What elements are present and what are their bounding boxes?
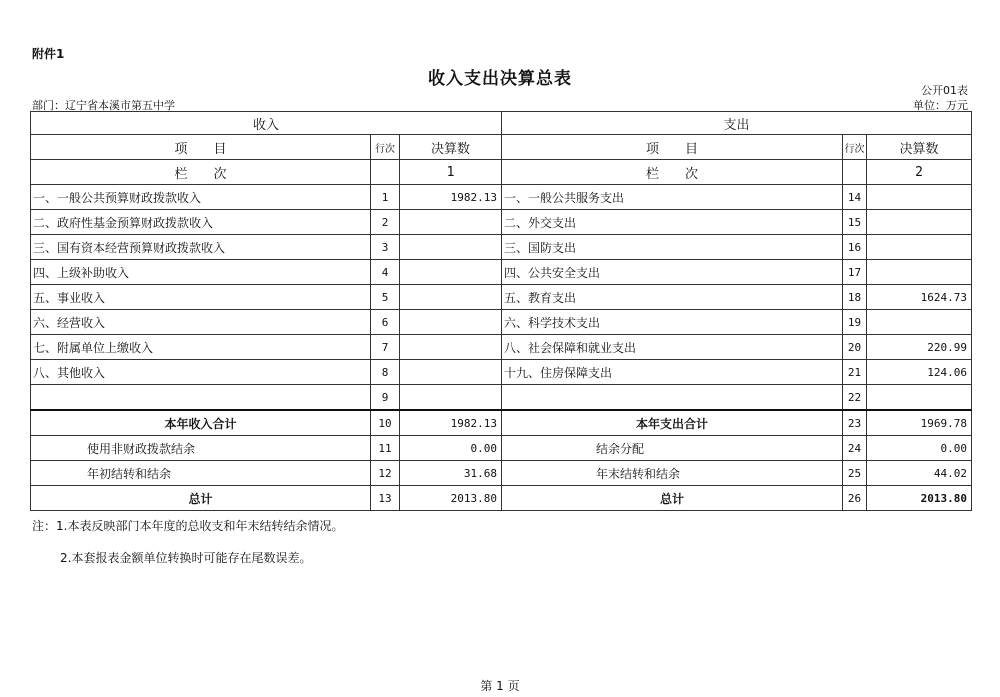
expense-year-total-label: 本年支出合计 bbox=[502, 410, 843, 436]
expense-distribution-amount: 0.00 bbox=[867, 436, 972, 461]
expense-line-number: 18 bbox=[843, 285, 867, 310]
income-amount: 1982.13 bbox=[400, 185, 502, 210]
expense-line-number: 20 bbox=[843, 335, 867, 360]
income-nonfiscal-amount: 0.00 bbox=[400, 436, 502, 461]
expense-distribution-line: 24 bbox=[843, 436, 867, 461]
page-title: 收入支出决算总表 bbox=[428, 69, 572, 89]
income-item-header: 项 目 bbox=[31, 135, 371, 160]
income-line-number: 9 bbox=[371, 385, 400, 411]
table-row bbox=[31, 260, 972, 285]
income-item-label: 六、经营收入 bbox=[31, 310, 371, 335]
expense-amount bbox=[867, 260, 972, 285]
expense-grand-total-line: 26 bbox=[843, 486, 867, 511]
income-line-number: 6 bbox=[371, 310, 400, 335]
expense-amount: 220.99 bbox=[867, 335, 972, 360]
income-lanci: 栏 次 bbox=[31, 160, 371, 185]
department-label: 部门：辽宁省本溪市第五中学 bbox=[32, 99, 175, 112]
expense-line-header: 行次 bbox=[843, 135, 867, 160]
attachment-label: 附件1 bbox=[32, 47, 65, 61]
income-amount bbox=[400, 235, 502, 260]
expense-item-header: 项 目 bbox=[502, 135, 843, 160]
expense-amount bbox=[867, 185, 972, 210]
income-item-label: 八、其他收入 bbox=[31, 360, 371, 385]
column-header-row bbox=[31, 135, 972, 160]
balance-row-2 bbox=[31, 461, 972, 486]
note-2: 2.本套报表金额单位转换时可能存在尾数误差。 bbox=[60, 551, 312, 565]
expense-item-label bbox=[502, 385, 843, 411]
data-rows bbox=[31, 185, 972, 411]
year-total-row bbox=[31, 410, 972, 436]
expense-item-label: 五、教育支出 bbox=[502, 285, 843, 310]
page-number: 第 1 页 bbox=[480, 679, 520, 693]
income-amount bbox=[400, 310, 502, 335]
expense-amount: 124.06 bbox=[867, 360, 972, 385]
expense-amount bbox=[867, 235, 972, 260]
income-item-label: 五、事业收入 bbox=[31, 285, 371, 310]
expense-grand-total-amount: 2013.80 bbox=[867, 486, 972, 511]
expense-closing-balance-line: 25 bbox=[843, 461, 867, 486]
expense-line-number: 21 bbox=[843, 360, 867, 385]
income-item-label: 七、附属单位上缴收入 bbox=[31, 335, 371, 360]
table-row bbox=[31, 360, 972, 385]
income-grand-total-amount: 2013.80 bbox=[400, 486, 502, 511]
income-item-label bbox=[31, 385, 371, 411]
income-nonfiscal-label: 使用非财政拨款结余 bbox=[31, 436, 371, 461]
income-amount-header: 决算数 bbox=[400, 135, 502, 160]
expense-lanci-line bbox=[843, 160, 867, 185]
table-row bbox=[31, 310, 972, 335]
income-line-number: 5 bbox=[371, 285, 400, 310]
table-row bbox=[31, 385, 972, 411]
expense-lanci: 栏 次 bbox=[502, 160, 843, 185]
expense-distribution-label: 结余分配 bbox=[502, 436, 843, 461]
income-amount bbox=[400, 260, 502, 285]
column-number-row bbox=[31, 160, 972, 185]
expense-line-number: 15 bbox=[843, 210, 867, 235]
expense-item-label: 三、国防支出 bbox=[502, 235, 843, 260]
income-line-number: 2 bbox=[371, 210, 400, 235]
income-year-total-line: 10 bbox=[371, 410, 400, 436]
unit-label: 单位：万元 bbox=[913, 99, 968, 112]
expense-item-label: 一、一般公共服务支出 bbox=[502, 185, 843, 210]
table-row bbox=[31, 335, 972, 360]
balance-row-1 bbox=[31, 436, 972, 461]
expense-line-number: 16 bbox=[843, 235, 867, 260]
income-line-header: 行次 bbox=[371, 135, 400, 160]
income-line-number: 7 bbox=[371, 335, 400, 360]
income-line-number: 1 bbox=[371, 185, 400, 210]
income-opening-balance-amount: 31.68 bbox=[400, 461, 502, 486]
income-nonfiscal-line: 11 bbox=[371, 436, 400, 461]
expense-year-total-amount: 1969.78 bbox=[867, 410, 972, 436]
income-amount bbox=[400, 285, 502, 310]
income-year-total-amount: 1982.13 bbox=[400, 410, 502, 436]
grand-total-row bbox=[31, 486, 972, 511]
income-item-label: 三、国有资本经营预算财政拨款收入 bbox=[31, 235, 371, 260]
expense-header: 支出 bbox=[502, 112, 972, 135]
income-item-label: 四、上级补助收入 bbox=[31, 260, 371, 285]
expense-grand-total-label: 总计 bbox=[502, 486, 843, 511]
income-amount bbox=[400, 210, 502, 235]
expense-item-label: 十九、住房保障支出 bbox=[502, 360, 843, 385]
expense-year-total-line: 23 bbox=[843, 410, 867, 436]
income-col-no: 1 bbox=[400, 160, 502, 185]
expense-closing-balance-label: 年末结转和结余 bbox=[502, 461, 843, 486]
expense-closing-balance-amount: 44.02 bbox=[867, 461, 972, 486]
income-line-number: 4 bbox=[371, 260, 400, 285]
expense-amount bbox=[867, 210, 972, 235]
income-grand-total-line: 13 bbox=[371, 486, 400, 511]
income-opening-balance-label: 年初结转和结余 bbox=[31, 461, 371, 486]
income-lanci-line bbox=[371, 160, 400, 185]
expense-line-number: 19 bbox=[843, 310, 867, 335]
section-header-row bbox=[31, 112, 972, 135]
income-year-total-label: 本年收入合计 bbox=[31, 410, 371, 436]
expense-line-number: 17 bbox=[843, 260, 867, 285]
income-opening-balance-line: 12 bbox=[371, 461, 400, 486]
table-row bbox=[31, 285, 972, 310]
form-code: 公开01表 bbox=[921, 84, 968, 97]
income-line-number: 3 bbox=[371, 235, 400, 260]
income-amount bbox=[400, 360, 502, 385]
expense-amount bbox=[867, 310, 972, 335]
income-item-label: 二、政府性基金预算财政拨款收入 bbox=[31, 210, 371, 235]
expense-amount-header: 决算数 bbox=[867, 135, 972, 160]
expense-item-label: 二、外交支出 bbox=[502, 210, 843, 235]
budget-table bbox=[30, 111, 972, 511]
income-header: 收入 bbox=[31, 112, 502, 135]
income-line-number: 8 bbox=[371, 360, 400, 385]
table-row bbox=[31, 185, 972, 210]
note-1: 注：1.本表反映部门本年度的总收支和年末结转结余情况。 bbox=[32, 519, 344, 533]
expense-line-number: 22 bbox=[843, 385, 867, 411]
expense-col-no: 2 bbox=[867, 160, 972, 185]
expense-amount: 1624.73 bbox=[867, 285, 972, 310]
income-amount bbox=[400, 385, 502, 411]
expense-amount bbox=[867, 385, 972, 411]
income-grand-total-label: 总计 bbox=[31, 486, 371, 511]
table-row bbox=[31, 235, 972, 260]
income-item-label: 一、一般公共预算财政拨款收入 bbox=[31, 185, 371, 210]
expense-item-label: 八、社会保障和就业支出 bbox=[502, 335, 843, 360]
expense-line-number: 14 bbox=[843, 185, 867, 210]
table-row bbox=[31, 210, 972, 235]
expense-item-label: 六、科学技术支出 bbox=[502, 310, 843, 335]
income-amount bbox=[400, 335, 502, 360]
expense-item-label: 四、公共安全支出 bbox=[502, 260, 843, 285]
